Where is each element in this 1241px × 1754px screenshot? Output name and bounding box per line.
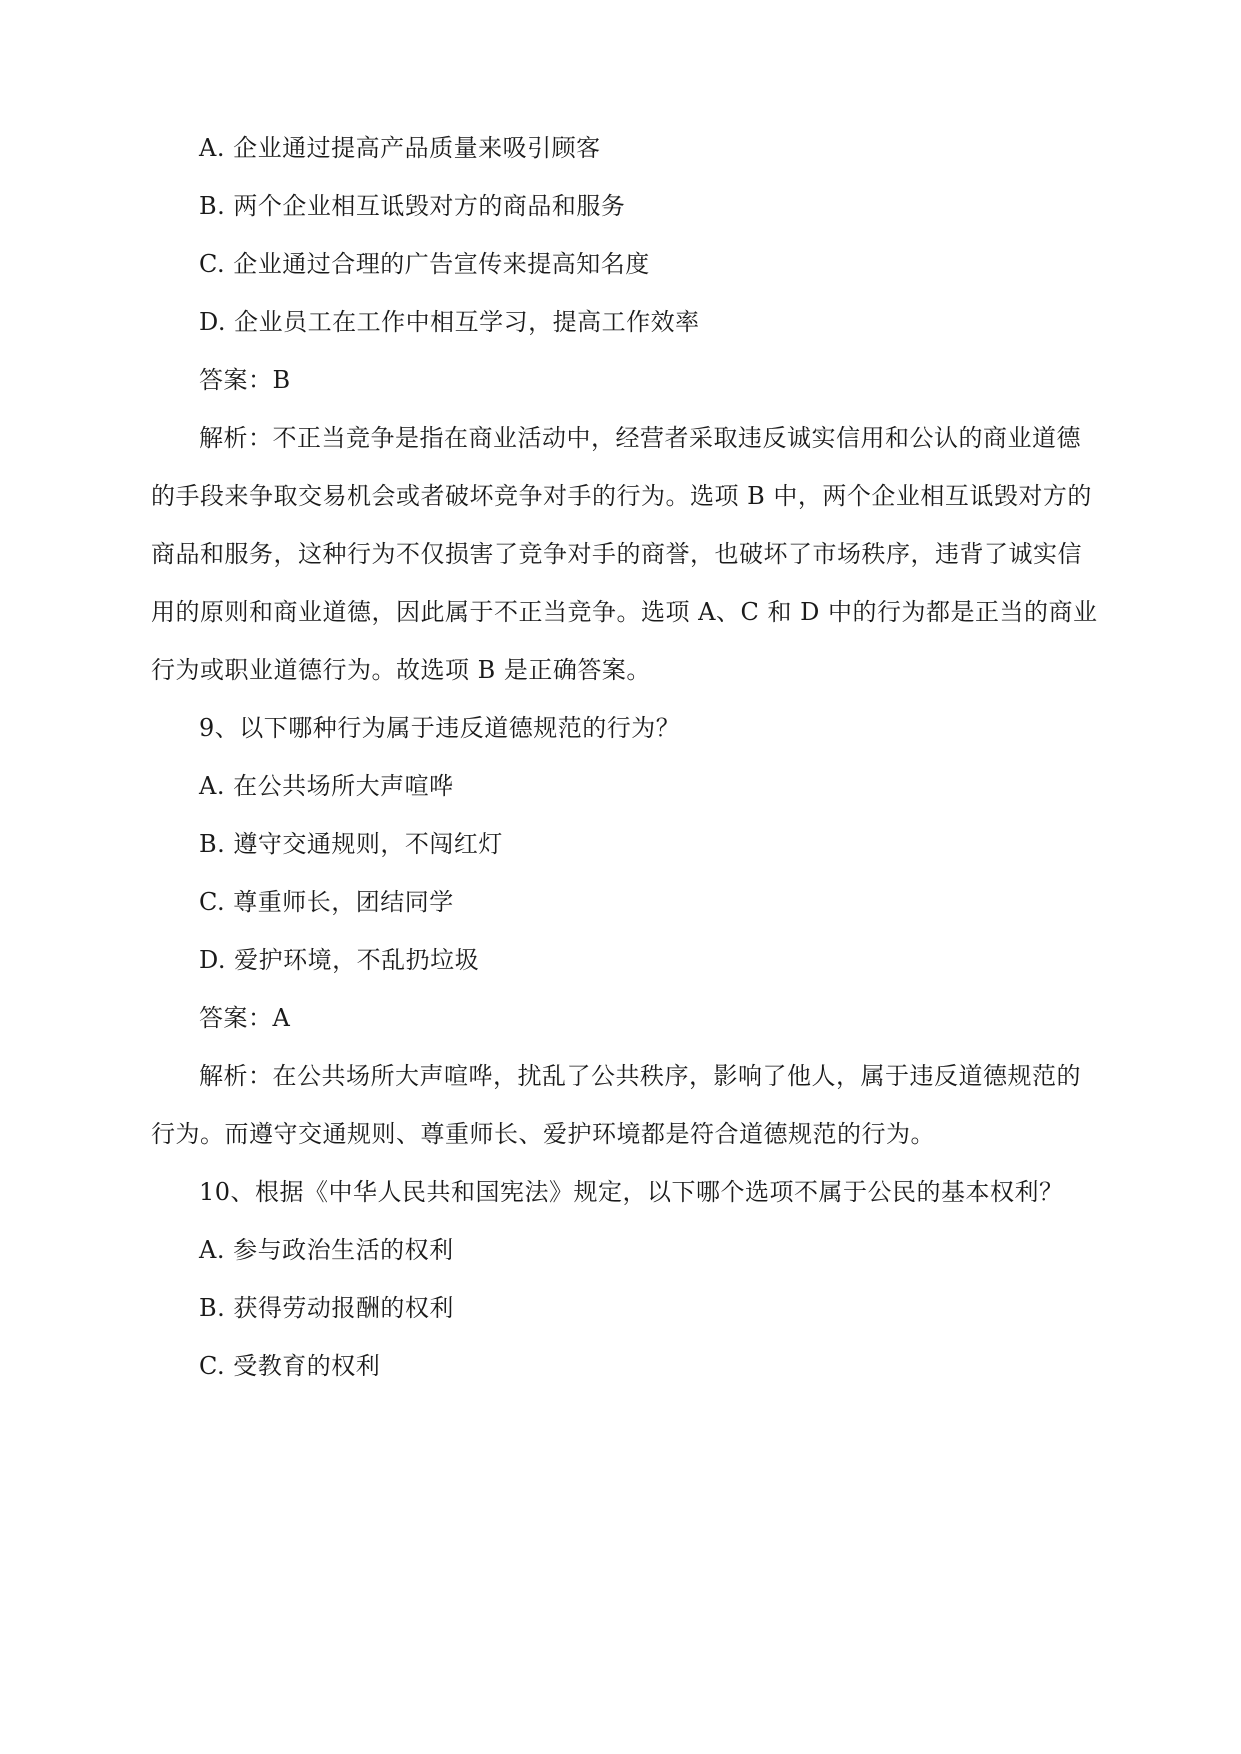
q9-answer: 答案：A xyxy=(199,1004,291,1032)
q10-option-b: B. 获得劳动报酬的权利 xyxy=(199,1294,454,1322)
q10-question: 10、根据《中华人民共和国宪法》规定，以下哪个选项不属于公民的基本权利？ xyxy=(199,1178,1064,1206)
q9-option-a: A. 在公共场所大声喧哗 xyxy=(199,772,454,800)
q9-explanation-line-1: 解析：在公共场所大声喧哗，扰乱了公共秩序，影响了他人，属于违反道德规范的 xyxy=(199,1062,1081,1090)
q9-option-c: C. 尊重师长，团结同学 xyxy=(199,888,454,916)
q9-question: 9、以下哪种行为属于违反道德规范的行为？ xyxy=(199,714,681,742)
q8-answer: 答案：B xyxy=(199,366,291,394)
q8-explanation-line-1: 解析：不正当竞争是指在商业活动中，经营者采取违反诚实信用和公认的商业道德 xyxy=(199,424,1081,452)
q8-option-c: C. 企业通过合理的广告宣传来提高知名度 xyxy=(199,250,650,278)
q10-option-a: A. 参与政治生活的权利 xyxy=(199,1236,454,1264)
q8-option-a: A. 企业通过提高产品质量来吸引顾客 xyxy=(199,134,601,162)
q8-explanation-line-3: 商品和服务，这种行为不仅损害了竞争对手的商誉，也破坏了市场秩序，违背了诚实信 xyxy=(151,540,1082,568)
q10-option-c: C. 受教育的权利 xyxy=(199,1352,381,1380)
q8-explanation-line-5: 行为或职业道德行为。故选项 B 是正确答案。 xyxy=(151,656,651,684)
q9-option-d: D. 爱护环境，不乱扔垃圾 xyxy=(199,946,480,974)
q8-explanation-line-4: 用的原则和商业道德，因此属于不正当竞争。选项 A、C 和 D 中的行为都是正当的商业 xyxy=(151,598,1098,626)
q8-explanation-line-2: 的手段来争取交易机会或者破坏竞争对手的行为。选项 B 中，两个企业相互诋毁对方的 xyxy=(151,482,1092,510)
q8-option-b: B. 两个企业相互诋毁对方的商品和服务 xyxy=(199,192,626,220)
q8-option-d: D. 企业员工在工作中相互学习，提高工作效率 xyxy=(199,308,700,336)
q9-explanation-line-2: 行为。而遵守交通规则、尊重师长、爱护环境都是符合道德规范的行为。 xyxy=(151,1120,935,1148)
q9-option-b: B. 遵守交通规则，不闯红灯 xyxy=(199,830,503,858)
